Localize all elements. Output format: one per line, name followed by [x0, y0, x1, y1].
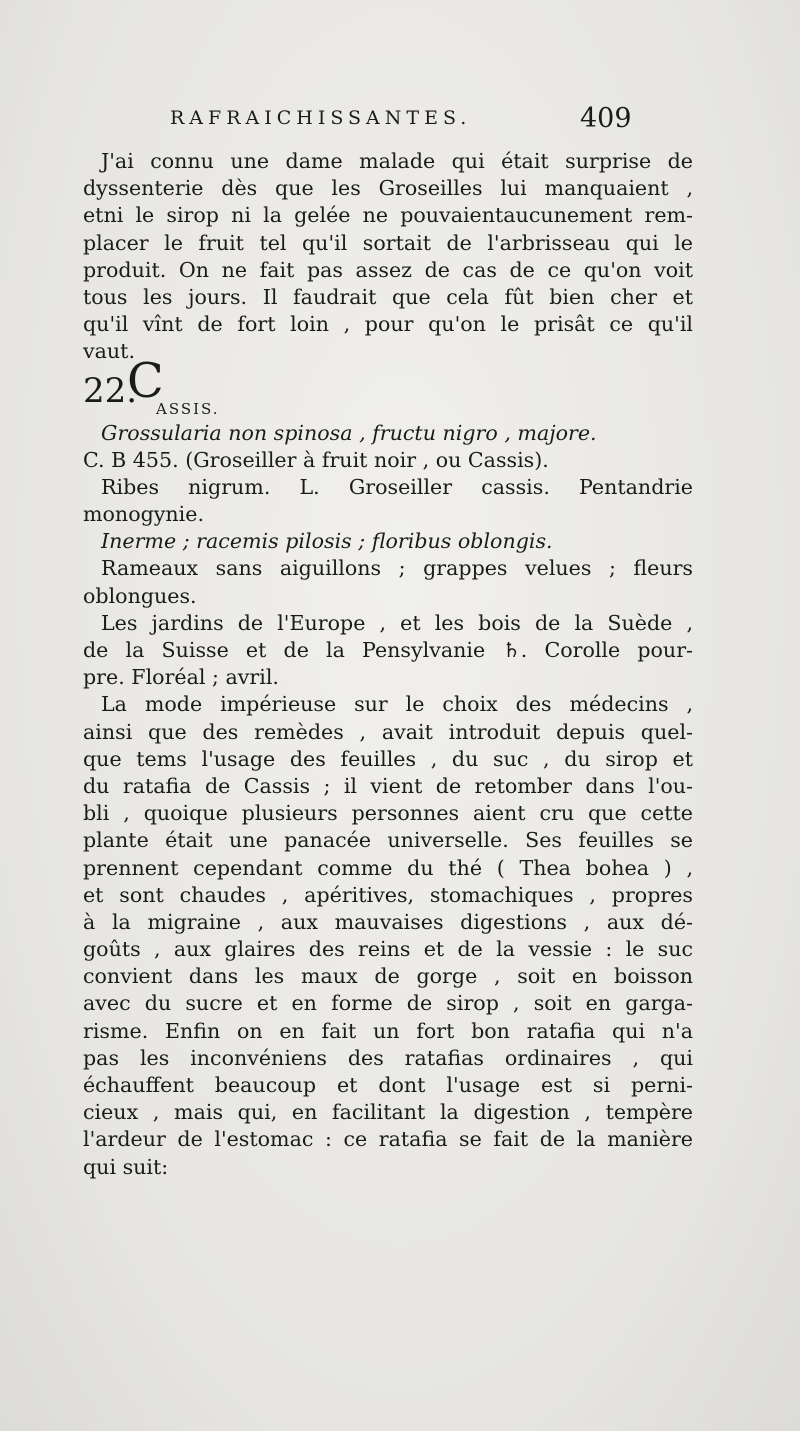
running-head: RAFRAICHISSANTES. [170, 107, 472, 129]
text-line: et sont chaudes , apéritives, stomachiques , propres [83, 882, 693, 907]
section-heading [83, 352, 693, 420]
latin-description: Inerme ; racemis pilosis ; floribus oblongis. [101, 529, 553, 554]
text-line: ainsi que des remèdes , avait introduit depuis quel- [83, 719, 693, 744]
text-line: à la migraine , aux mauvaises digestions , aux dé- [83, 909, 693, 934]
habitat-line: Les jardins de l'Europe , et les bois de la Suède , [101, 610, 693, 635]
text-line: pas les inconvéniens des ratafias ordinaires , qui [83, 1045, 693, 1070]
text-line: cieux , mais qui, en facilitant la digestion , tempère [83, 1100, 693, 1125]
text-line: tous les jours. Il faudrait que cela fût bien cher et [83, 284, 693, 309]
page-number: 409 [580, 103, 632, 134]
page-header [170, 103, 670, 143]
text-line: produit. On ne fait pas assez de cas de ce qu'on voit [83, 257, 693, 282]
text-line: vaut. [83, 339, 135, 364]
text-line: prennent cependant comme du thé ( Thea bohea ) , [83, 855, 693, 880]
section-dropcap: C [127, 352, 164, 409]
text-line: qu'il vînt de fort loin , pour qu'on le prisât ce qu'il [83, 312, 693, 337]
text-line: goûts , aux glaires des reins et de la vessie : le suc [83, 937, 693, 962]
text-line: risme. Enfin on en fait un fort bon ratafia qui n'a [83, 1018, 693, 1043]
text-line: que tems l'usage des feuilles , du suc , du sirop et [83, 746, 693, 771]
text-line: etni le sirop ni la gelée ne pouvaientaucunement rem- [83, 203, 693, 228]
text-line: dyssenterie dès que les Groseilles lui manquaient , [83, 176, 693, 201]
section-title: ASSIS. [156, 399, 220, 418]
french-description: oblongues. [83, 583, 197, 608]
text-line: échauffent beaucoup et dont l'usage est si perni- [83, 1073, 693, 1097]
text-line: convient dans les maux de gorge , soit en boisson [83, 964, 693, 989]
synonym-line: Grossularia non spinosa , fructu nigro , majore. [101, 420, 597, 445]
text-line: J'ai connu une dame malade qui était surprise de [101, 149, 693, 173]
french-description: Rameaux sans aiguillons ; grappes velues ; fleurs [101, 556, 693, 581]
text-line: qui suit: [83, 1154, 169, 1179]
habitat-line: pre. Floréal ; avril. [83, 665, 279, 690]
text-line: l'ardeur de l'estomac : ce ratafia se fait de la manière [83, 1127, 693, 1152]
text-line: La mode impérieuse sur le choix des médecins , [101, 692, 693, 717]
reference-line: C. B 455. (Groseiller à fruit noir , ou Cassis). [83, 447, 549, 472]
habitat-line: de la Suisse et de la Pensylvanie ♄. Corolle pour- [83, 638, 693, 662]
text-line: plante était une panacée universelle. Ses feuilles se [83, 828, 693, 853]
text-line: avec du sucre et en forme de sirop , soit en garga- [83, 991, 693, 1016]
text-line: du ratafia de Cassis ; il vient de retomber dans l'ou- [83, 773, 693, 798]
text-line: placer le fruit tel qu'il sortait de l'arbrisseau qui le [83, 230, 693, 255]
body-text [83, 148, 693, 1181]
species-line: monogynie. [83, 502, 204, 527]
text-line: bli , quoique plusieurs personnes aient cru que cette [83, 801, 693, 826]
species-line: Ribes nigrum. L. Groseiller cassis. Pentandrie [101, 474, 693, 499]
section-number: 22. [83, 370, 138, 411]
